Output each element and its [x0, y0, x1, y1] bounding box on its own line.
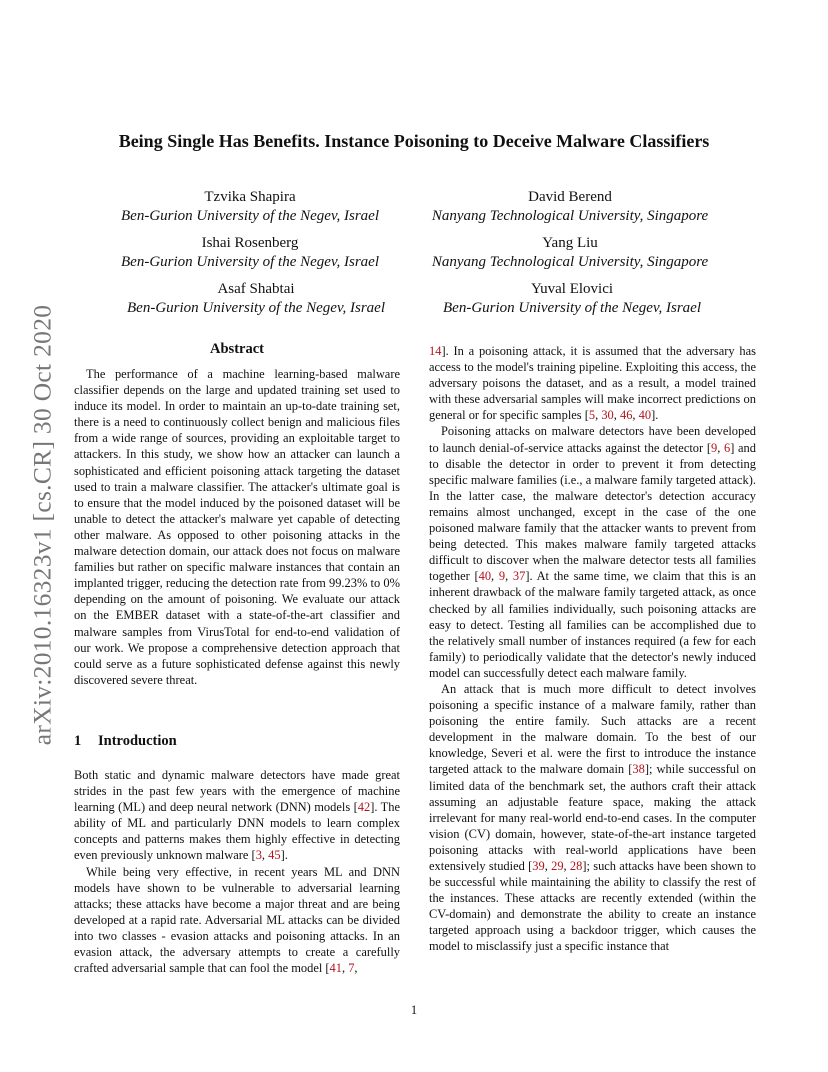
paragraph-text: ,	[505, 569, 513, 584]
section-title: Introduction	[98, 733, 177, 749]
author-affiliation: Ben-Gurion University of the Negev, Israel	[121, 208, 379, 224]
section-number: 1	[74, 733, 82, 749]
author-name: Asaf Shabtai	[217, 281, 295, 297]
paragraph-text: ].	[651, 408, 659, 423]
paragraph-text: ,	[261, 848, 269, 863]
citation-link[interactable]: 5	[588, 408, 596, 423]
author-block	[90, 188, 410, 226]
paragraph-text: ,	[341, 961, 349, 976]
paragraph	[429, 681, 756, 955]
paragraph-text: Poisoning attacks on malware detectors have been developed to launch denial-of-service attacks against the detector [	[429, 424, 756, 455]
author-affiliation: Nanyang Technological University, Singapore	[431, 254, 709, 270]
citation-link[interactable]: 45	[268, 848, 281, 863]
section-heading	[74, 733, 177, 750]
paragraph-text: While being very effective, in recent years ML and DNN models have shown to be vulnerable to adversarial learning attacks; these attacks have become a major threat and are being developed at a rapid rate. Adversarial ML attacks can be divided into two classes - evasion attacks and poisoning attacks. In an evasion attack, the adversary attempts to create a carefully crafted adversarial sample that can fool the model [	[74, 864, 400, 976]
paragraph	[74, 864, 400, 977]
citation-link[interactable]: 9	[710, 440, 718, 455]
abstract-text: The performance of a machine learning-based malware classifier depends on the large and updated training set used to induce its model. In order to maintain an up-to-date training set, there is a need to continuously collect benign and malicious files from a wide range of sources, providing an exploitable target to attackers. In this study, we show how an attacker can launch a sophisticated and efficient poisoning attack targeting the dataset used to train a malware classifier. The attacker's ultimate goal is to ensure that the model induced by the poisoned dataset will be unable to detect the attacker's malware yet capable of detecting other malware. As opposed to other poisoning attacks in the malware detection domain, our attack does not focus on malware families but rather on specific malware instances that contain an implanted trigger, reducing the detection rate from 99.23% to 0% depending on the amount of poisoning. We evaluate our attack on the EMBER dataset with a state-of-the-art classifier and malware samples from VirusTotal for end-to-end validation of our work. We propose a comprehensive detection approach that could serve as a future sophisticated defense against this newly discovered severe threat.	[74, 367, 400, 687]
citation-link[interactable]: 40	[638, 408, 652, 423]
citation-link[interactable]: 39	[532, 859, 545, 873]
citation-link[interactable]: 3	[255, 848, 262, 863]
author-block	[410, 234, 730, 272]
author-affiliation: Nanyang Technological University, Singapore	[431, 208, 709, 224]
paragraph-text: ].	[280, 848, 288, 863]
paragraph-text: An attack that is much more difficult to detect involves poisoning a specific instance of a malware family, rather than poisoning the entire family. Such attacks are a recent development in the malware domain. To the best of our knowledge, Severi et al. were the first to introduce the instance targeted attack to the malware domain [	[429, 681, 756, 777]
citation-link[interactable]: 37	[512, 569, 526, 584]
citation-link[interactable]: 6	[724, 440, 731, 455]
arxiv-stamp	[22, 290, 62, 760]
arxiv-stamp-text: arXiv:2010.16323v1 [cs.CR] 30 Oct 2020	[27, 304, 57, 746]
paragraph-text: ,	[354, 961, 358, 976]
paragraph-text: ]. In a poisoning attack, it is assumed that the adversary has access to the model's training pipeline. Exploiting this access, the adversary poisons the dataset, and as a result, a model trained with these adversarial samples will make incorrect predictions on general or for specific samples [	[429, 344, 756, 423]
citation-link[interactable]: 40	[478, 569, 492, 584]
author-block	[90, 234, 410, 272]
paragraph-text: ,	[632, 408, 639, 423]
citation-link[interactable]: 7	[348, 961, 355, 976]
author-name: Ishai Rosenberg	[201, 235, 299, 251]
author-block	[412, 280, 732, 318]
paper-title: Being Single Has Benefits. Instance Poisoning to Deceive Malware Classifiers	[118, 131, 710, 151]
paragraph-text: ,	[613, 408, 620, 423]
paragraph-text: ,	[595, 408, 602, 423]
paragraph-text: ]. The ability of ML and particularly DNN models to learn complex concepts and patterns makes them highly effective in detecting even previously unknown malware [	[74, 800, 400, 863]
abstract-body	[74, 366, 400, 688]
paragraph-text: Both static and dynamic malware detectors have made great strides in the past few years with the emergence of machine learning (ML) and deep neural network (DNN) models [	[74, 768, 400, 815]
paragraph-text: ,	[563, 859, 570, 873]
paragraph-text: ]; such attacks have been shown to be successful while maintaining the ability to classify the rest of the instances. These attacks are recently extended (within the CV-domain) and demonstrate the ability to create an instance targeted approach using a backdoor trigger, which causes the model to misclassify just a specific instance that	[429, 859, 757, 954]
paragraph-text: ]; while successful on limited data of the benchmark set, the authors craft their attack assuming an adjustable feature space, making the attack irrelevant for many real-world end-to-end cases. In the computer vision (CV) domain, however, state-of-the-art instance targeted poisoning attacks with real-world applications have been extensively studied [	[429, 762, 756, 873]
paragraph	[74, 767, 400, 864]
paragraph-text: ] and to disable the detector in order to prevent it from detecting specific malware families (i.e., a malware family targeted attack). In the latter case, the malware detector's detection accuracy remains almost unchanged, except in the case of the one poisoned malware family that the attacker wants to prevent from being detected. This makes malware family targeted attacks difficult to discover when the malware detector tests all families together [	[429, 440, 756, 584]
author-name: Yuval Elovici	[530, 281, 614, 297]
right-column-body	[429, 343, 756, 955]
author-affiliation: Ben-Gurion University of the Negev, Israel	[443, 300, 701, 316]
paragraph-text: ,	[717, 440, 724, 455]
citation-link[interactable]: 46	[619, 408, 633, 423]
author-name: David Berend	[528, 189, 612, 205]
paragraph-text: ,	[544, 859, 552, 873]
citation-link[interactable]: 42	[357, 800, 371, 815]
citation-link[interactable]: 14	[429, 344, 442, 358]
left-column-body	[74, 767, 400, 976]
paragraph-text: ,	[491, 569, 499, 584]
citation-link[interactable]: 29	[551, 859, 564, 873]
citation-link[interactable]: 28	[569, 859, 583, 873]
author-affiliation: Ben-Gurion University of the Negev, Israel	[127, 300, 385, 316]
author-block	[96, 280, 416, 318]
citation-link[interactable]: 38	[632, 762, 645, 777]
paragraph-text: ]. At the same time, we claim that this is an inherent drawback of the malware family targeted attack, as once checked by all families individually, such poisoning attacks are easy to detect. Testing all families can be accomplished due to the relatively small number of instances required (a few for each family) to periodically validate that the detector's newly induced model can successfully detect each malware family.	[429, 569, 756, 680]
citation-link[interactable]: 41	[329, 961, 342, 976]
author-name: Tzvika Shapira	[204, 189, 296, 205]
abstract-heading: Abstract	[210, 341, 264, 357]
citation-link[interactable]: 30	[601, 408, 614, 423]
page-number: 1	[410, 1003, 418, 1017]
author-name: Yang Liu	[542, 235, 598, 251]
author-affiliation: Ben-Gurion University of the Negev, Israel	[121, 254, 379, 270]
paragraph	[429, 423, 756, 681]
paragraph	[429, 343, 756, 423]
citation-link[interactable]: 9	[498, 569, 506, 584]
author-block	[410, 188, 730, 226]
